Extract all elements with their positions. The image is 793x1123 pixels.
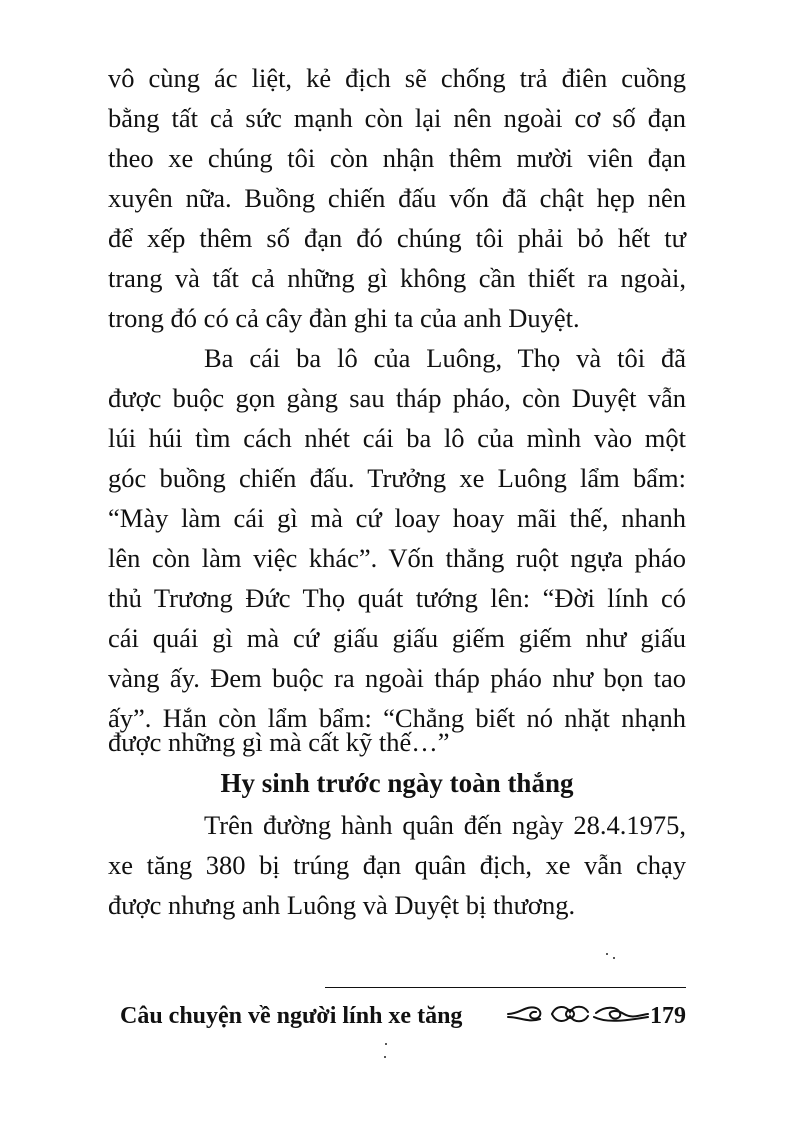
text-line: “Mày làm cái gì mà cứ loay hoay mãi thế, nhanh <box>108 503 686 533</box>
text-line: Ba cái ba lô của Luông, Thọ và tôi đã <box>204 343 686 373</box>
text-line: xe tăng 380 bị trúng đạn quân địch, xe vẫn chạy <box>108 850 686 880</box>
text-line: lên còn làm việc khác”. Vốn thẳng ruột ngựa pháo <box>108 543 686 573</box>
text-line: góc buồng chiến đấu. Trưởng xe Luông lẩm bẩm: <box>108 463 686 493</box>
text-line: được nhưng anh Luông và Duyệt bị thương. <box>108 890 576 920</box>
text-line: ấy”. Hắn còn lẩm bẩm: “Chẳng biết nó nhặt nhạnh <box>108 703 686 733</box>
text-line: Trên đường hành quân đến ngày 28.4.1975, <box>204 810 686 840</box>
page-number: 179 <box>650 1003 686 1029</box>
text-line: để xếp thêm số đạn đó chúng tôi phải bỏ hết tư <box>108 223 686 253</box>
text-line: vô cùng ác liệt, kẻ địch sẽ chống trả điên cuồng <box>108 63 686 93</box>
decorative-flourish-icon <box>506 999 650 1029</box>
text-line: xuyên nữa. Buồng chiến đấu vốn đã chật hẹp nên <box>108 183 686 213</box>
text-line: thủ Trương Đức Thọ quát tướng lên: “Đời lính có <box>108 583 686 613</box>
footer-rule <box>325 987 686 988</box>
running-footer-title: Câu chuyện về người lính xe tăng <box>120 1003 463 1029</box>
scan-speck <box>385 1043 387 1045</box>
section-heading: Hy sinh trước ngày toàn thắng <box>220 768 574 798</box>
text-line: theo xe chúng tôi còn nhận thêm mười viên đạn <box>108 143 686 173</box>
scan-speck <box>384 1056 386 1058</box>
text-line: trang và tất cả những gì không cần thiết ra ngoài, <box>108 263 686 293</box>
text-line: trong đó có cả cây đàn ghi ta của anh Duyệt. <box>108 303 580 333</box>
text-line: lúi húi tìm cách nhét cái ba lô của mình vào một <box>108 423 686 453</box>
text-line: được buộc gọn gàng sau tháp pháo, còn Duyệt vẫn <box>108 383 686 413</box>
scan-speck <box>613 957 615 959</box>
scan-speck <box>606 953 608 955</box>
text-line: cái quái gì mà cứ giấu giấu giếm giếm như giấu <box>108 623 686 653</box>
text-line: vàng ấy. Đem buộc ra ngoài tháp pháo như bọn tao <box>108 663 686 693</box>
text-line: bằng tất cả sức mạnh còn lại nên ngoài cơ số đạn <box>108 103 686 133</box>
text-line: được những gì mà cất kỹ thế…” <box>108 727 450 757</box>
